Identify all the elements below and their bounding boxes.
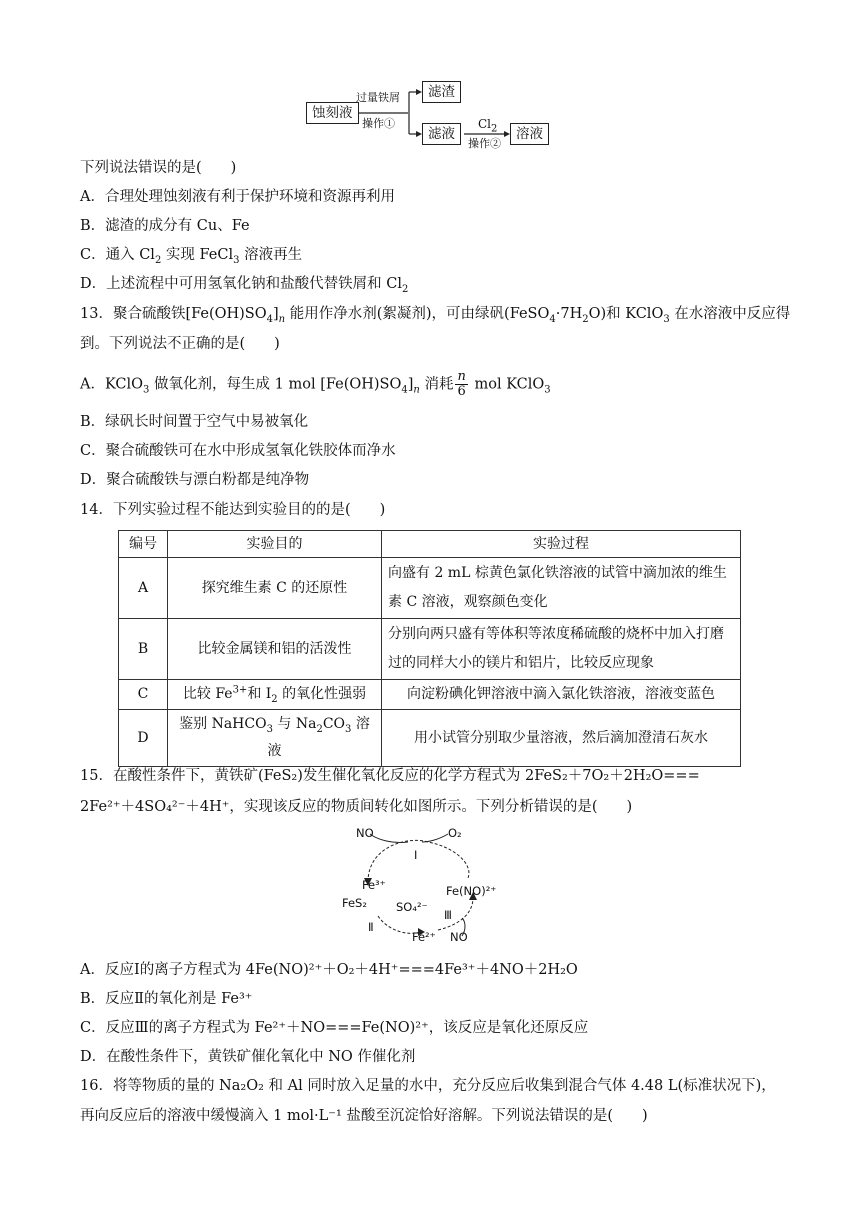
fraction-n-over-6: $\frac{n}{6}$ bbox=[457, 369, 466, 399]
q16-stem-line1: 16．将等物质的量的 Na₂O₂ 和 Al 同时放入足量的水中，充分反应后收集到混合气体 4.48 L(标准状况下)， bbox=[80, 1078, 776, 1094]
row-c-process: 向淀粉碘化钾溶液中滴入氯化铁溶液，溶液变蓝色 bbox=[382, 680, 741, 710]
q13-option-c: C．聚合硫酸铁可在水中形成氢氧化铁胶体而净水 bbox=[80, 443, 396, 459]
table-row bbox=[119, 619, 741, 680]
q15-option-a: A．反应Ⅰ的离子方程式为 4Fe(NO)²⁺＋O₂＋4H⁺===4Fe³⁺＋4NO＋2H₂O bbox=[80, 962, 578, 978]
solution-box: 溶液 bbox=[510, 123, 549, 145]
step1-reagent-label: 过量铁屑 bbox=[356, 91, 400, 104]
cycle-so4: SO₄²⁻ bbox=[396, 900, 428, 914]
row-b-purpose: 比较金属镁和铝的活泼性 bbox=[168, 619, 382, 680]
table-row bbox=[119, 680, 741, 710]
q15-option-b: B．反应Ⅱ的氧化剂是 Fe³⁺ bbox=[80, 991, 253, 1007]
header-id: 编号 bbox=[119, 531, 168, 558]
residue-box: 滤渣 bbox=[422, 81, 461, 103]
q13-option-b: B．绿矾长时间置于空气中易被氧化 bbox=[80, 414, 309, 430]
cycle-fe3: Fe³⁺ bbox=[362, 878, 386, 892]
row-d-id: D bbox=[119, 710, 168, 767]
table-header-row bbox=[119, 531, 741, 558]
step2-operation-label: 操作② bbox=[468, 137, 501, 150]
step1-operation-label: 操作① bbox=[362, 117, 395, 130]
row-c-purpose: 比较 $Fe^{3+}$和 $I_2$ 的氧化性强弱 bbox=[168, 680, 382, 710]
row-c-id: C bbox=[119, 680, 168, 710]
row-d-purpose: 鉴别 NaHCO$_3$ 与 $Na_2CO_3$ 溶液 bbox=[168, 710, 382, 767]
cycle-no-bottom: NO bbox=[450, 930, 468, 944]
row-d-process: 用小试管分别取少量溶液，然后滴加澄清石灰水 bbox=[382, 710, 741, 767]
reaction-cycle-diagram bbox=[338, 826, 508, 946]
filtrate-box: 滤液 bbox=[422, 123, 461, 145]
row-a-purpose: 探究维生素 C 的还原性 bbox=[168, 558, 382, 619]
q13-option-a: A．KClO$_3$ 做氧化剂，每生成 1 mol $[Fe(OH)SO_4]_n$ 消耗 $\frac{n}{6}$ mol KClO$_3$ bbox=[80, 369, 551, 399]
header-purpose: 实验目的 bbox=[168, 531, 382, 558]
process-flow-diagram bbox=[306, 80, 586, 150]
cycle-fenoo: Fe(NO)²⁺ bbox=[446, 884, 497, 898]
row-a-id: A bbox=[119, 558, 168, 619]
q15-option-c: C．反应Ⅲ的离子方程式为 Fe²⁺＋NO===Fe(NO)²⁺，该反应是氧化还原反应 bbox=[80, 1020, 589, 1036]
row-b-process: 分别向两只盛有等体积等浓度稀硫酸的烧杯中加入打磨过的同样大小的镁片和铝片，比较反应现象 bbox=[382, 619, 741, 680]
q13-option-d: D．聚合硫酸铁与漂白粉都是纯净物 bbox=[80, 472, 310, 488]
table-row bbox=[119, 558, 741, 619]
q13-stem-line1: 13．聚合硫酸铁$[Fe(OH)SO_4]_n$ 能用作净水剂(絮凝剂)，可由绿矾$(FeSO_4\cdot 7H_2O)$和 KClO$_3$ 在水溶液中反应得 bbox=[80, 306, 791, 325]
q12-stem: 下列说法错误的是( ) bbox=[80, 160, 237, 176]
experiment-table bbox=[118, 530, 741, 767]
q13-stem-line2: 到。下列说法不正确的是( ) bbox=[80, 336, 280, 352]
header-process: 实验过程 bbox=[382, 531, 741, 558]
cycle-label-ii: Ⅱ bbox=[368, 920, 374, 934]
q14-stem: 14．下列实验过程不能达到实验目的的是( ) bbox=[80, 502, 386, 518]
q12-option-d: D．上述流程中可用氢氧化钠和盐酸代替铁屑和 $Cl_2$ bbox=[80, 276, 409, 295]
cycle-label-iii: Ⅲ bbox=[444, 908, 452, 922]
q12-option-a: A．合理处理蚀刻液有利于保护环境和资源再利用 bbox=[80, 189, 395, 205]
etchant-box: 蚀刻液 bbox=[306, 102, 359, 124]
q15-stem-line1: 15．在酸性条件下，黄铁矿(FeS₂)发生催化氧化反应的化学方程式为 2FeS₂＋7O₂＋2H₂O=== bbox=[80, 768, 700, 784]
q15-stem-line2: 2Fe²⁺＋4SO₄²⁻＋4H⁺，实现该反应的物质间转化如图所示。下列分析错误的是( ) bbox=[80, 799, 633, 815]
step2-reagent-label: $Cl_2$ bbox=[478, 117, 498, 135]
q12-option-c: C．通入 $Cl_2$ 实现 FeCl$_3$ 溶液再生 bbox=[80, 247, 303, 266]
row-a-process: 向盛有 2 mL 棕黄色氯化铁溶液的试管中滴加浓的维生素 C 溶液，观察颜色变化 bbox=[382, 558, 741, 619]
q16-stem-line2: 再向反应后的溶液中缓慢滴入 1 mol·L⁻¹ 盐酸至沉淀恰好溶解。下列说法错误的是( ) bbox=[80, 1108, 648, 1124]
cycle-fes2: FeS₂ bbox=[342, 896, 367, 910]
q12-option-b: B．滤渣的成分有 Cu、Fe bbox=[80, 218, 250, 234]
q15-option-d: D．在酸性条件下，黄铁矿催化氧化中 NO 作催化剂 bbox=[80, 1049, 416, 1065]
cycle-no-top: NO bbox=[356, 826, 374, 840]
cycle-label-i: Ⅰ bbox=[414, 848, 418, 862]
row-b-id: B bbox=[119, 619, 168, 680]
table-row bbox=[119, 710, 741, 767]
cycle-fe2: Fe²⁺ bbox=[412, 930, 436, 944]
cycle-o2: O₂ bbox=[448, 826, 462, 840]
